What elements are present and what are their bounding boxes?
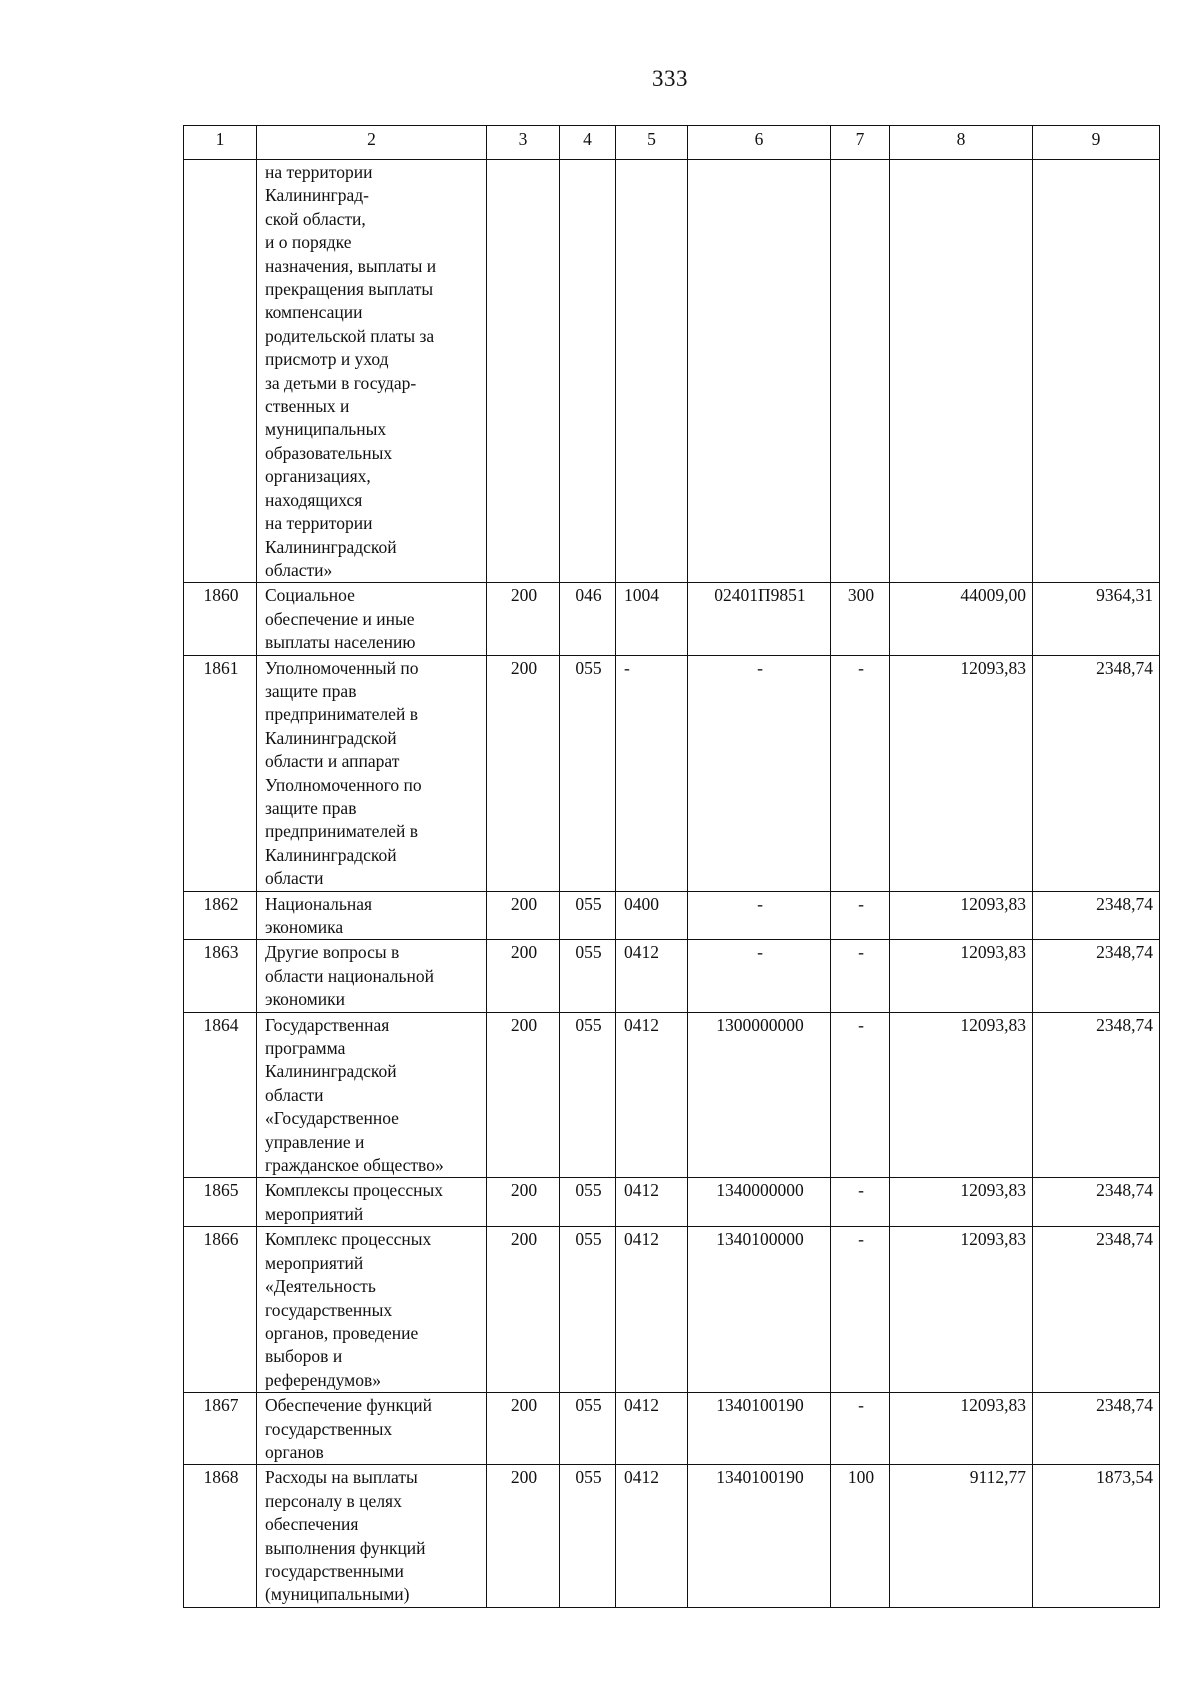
col8-cell: 12093,83 xyxy=(890,655,1033,891)
name-line: компенсации xyxy=(265,302,363,323)
name-line: на территории xyxy=(265,162,373,182)
col3-cell: 200 xyxy=(487,891,560,940)
col5-cell: 0412 xyxy=(616,1227,688,1393)
row-number-cell: 1867 xyxy=(184,1393,257,1465)
name-line: органов xyxy=(265,1441,324,1462)
col9-cell: 2348,74 xyxy=(1033,891,1160,940)
name-line: предпринимателей в xyxy=(265,704,418,725)
name-line: органов, проведение xyxy=(265,1322,419,1343)
name-line: организациях, xyxy=(265,466,371,487)
name-line: Комплексы процессных xyxy=(265,1180,443,1201)
col4-cell: 055 xyxy=(560,1393,616,1465)
name-line: Расходы на выплаты xyxy=(265,1467,418,1488)
name-line: персоналу в целях xyxy=(265,1490,402,1511)
col6-cell: - xyxy=(688,655,831,891)
name-line: и о порядке xyxy=(265,232,352,253)
col7-cell: - xyxy=(831,655,890,891)
name-line: обеспечение и иные xyxy=(265,608,415,629)
col9-cell: 1873,54 xyxy=(1033,1465,1160,1607)
col5-cell: 1004 xyxy=(616,583,688,655)
name-line: мероприятий xyxy=(265,1203,364,1224)
name-line: (муниципальными) xyxy=(265,1584,410,1605)
col4-cell: 055 xyxy=(560,1178,616,1227)
col-header-2: 2 xyxy=(257,126,487,160)
col8-cell: 12093,83 xyxy=(890,1012,1033,1178)
col-header-5: 5 xyxy=(616,126,688,160)
name-line: на территории xyxy=(265,513,373,534)
col-header-3: 3 xyxy=(487,126,560,160)
name-line: Государственная xyxy=(265,1014,390,1035)
row-name-cell xyxy=(257,655,487,891)
col5-cell: 0412 xyxy=(616,1012,688,1178)
col-header-4: 4 xyxy=(560,126,616,160)
col6-cell: - xyxy=(688,940,831,1012)
col7-cell: - xyxy=(831,1227,890,1393)
col9-cell xyxy=(1033,160,1160,583)
col6-cell: - xyxy=(688,891,831,940)
col-header-9: 9 xyxy=(1033,126,1160,160)
row-number-cell: 1865 xyxy=(184,1178,257,1227)
name-line: Социальное xyxy=(265,585,355,606)
col8-cell: 12093,83 xyxy=(890,1227,1033,1393)
name-line: выборов и xyxy=(265,1346,343,1367)
name-line: программа xyxy=(265,1038,346,1059)
col5-cell: 0412 xyxy=(616,1465,688,1607)
col6-cell xyxy=(688,160,831,583)
col4-cell: 055 xyxy=(560,891,616,940)
col8-cell: 12093,83 xyxy=(890,940,1033,1012)
name-line: мероприятий xyxy=(265,1252,364,1273)
col8-cell: 12093,83 xyxy=(890,891,1033,940)
name-line: «Государственное xyxy=(265,1108,399,1129)
name-line: Другие вопросы в xyxy=(265,942,400,963)
name-line: муниципальных xyxy=(265,419,387,440)
name-line: выплаты населению xyxy=(265,632,416,653)
name-line: находящихся xyxy=(265,489,363,510)
col7-cell: 100 xyxy=(831,1465,890,1607)
col-header-7: 7 xyxy=(831,126,890,160)
row-number-cell xyxy=(184,160,257,583)
col7-cell: 300 xyxy=(831,583,890,655)
row-name-cell xyxy=(257,1465,487,1607)
col6-cell: 1340000000 xyxy=(688,1178,831,1227)
col9-cell: 2348,74 xyxy=(1033,655,1160,891)
name-line: области и аппарат xyxy=(265,751,400,772)
page-number: 333 xyxy=(652,66,688,91)
table-row xyxy=(184,1393,1160,1465)
name-line: референдумов» xyxy=(265,1369,381,1390)
col6-cell: 1340100190 xyxy=(688,1393,831,1465)
name-line: прекращения выплаты xyxy=(265,279,434,300)
row-number-cell: 1866 xyxy=(184,1227,257,1393)
row-number-cell: 1864 xyxy=(184,1012,257,1178)
name-line: Комплекс процессных xyxy=(265,1229,432,1250)
col6-cell: 1300000000 xyxy=(688,1012,831,1178)
col4-cell: 055 xyxy=(560,1012,616,1178)
row-number-cell: 1863 xyxy=(184,940,257,1012)
col8-cell: 44009,00 xyxy=(890,583,1033,655)
name-line: гражданское общество» xyxy=(265,1155,444,1176)
name-line: управление и xyxy=(265,1131,365,1152)
row-number-cell: 1862 xyxy=(184,891,257,940)
col3-cell: 200 xyxy=(487,1012,560,1178)
col5-cell: 0412 xyxy=(616,1393,688,1465)
name-line: области xyxy=(265,868,324,889)
col9-cell: 2348,74 xyxy=(1033,940,1160,1012)
row-name-cell xyxy=(257,160,487,583)
name-line: экономики xyxy=(265,989,345,1010)
col3-cell: 200 xyxy=(487,1393,560,1465)
row-name-cell xyxy=(257,891,487,940)
col3-cell: 200 xyxy=(487,655,560,891)
col6-cell: 02401П9851 xyxy=(688,583,831,655)
col8-cell xyxy=(890,160,1033,583)
col7-cell: - xyxy=(831,1178,890,1227)
col7-cell: - xyxy=(831,1393,890,1465)
col-header-8: 8 xyxy=(890,126,1033,160)
header-row xyxy=(184,126,1160,160)
col6-cell: 1340100000 xyxy=(688,1227,831,1393)
col-header-6: 6 xyxy=(688,126,831,160)
row-name-cell xyxy=(257,583,487,655)
col4-cell xyxy=(560,160,616,583)
table-row xyxy=(184,1227,1160,1393)
table-row xyxy=(184,1465,1160,1607)
col8-cell: 9112,77 xyxy=(890,1465,1033,1607)
col5-cell: 0412 xyxy=(616,1178,688,1227)
name-line: присмотр и уход xyxy=(265,349,389,370)
col3-cell: 200 xyxy=(487,1465,560,1607)
name-line: Уполномоченный по xyxy=(265,657,419,678)
col9-cell: 2348,74 xyxy=(1033,1227,1160,1393)
name-line: Национальная xyxy=(265,893,373,914)
col4-cell: 055 xyxy=(560,940,616,1012)
row-name-cell xyxy=(257,1178,487,1227)
col4-cell: 055 xyxy=(560,655,616,891)
table-row xyxy=(184,1012,1160,1178)
col9-cell: 9364,31 xyxy=(1033,583,1160,655)
name-line: Калининградской xyxy=(265,844,397,865)
table-body xyxy=(184,160,1160,1608)
name-line: защите прав xyxy=(265,680,357,701)
col7-cell: - xyxy=(831,940,890,1012)
name-line: государственных xyxy=(265,1299,393,1320)
col7-cell: - xyxy=(831,891,890,940)
name-line: образовательных xyxy=(265,442,393,463)
col5-cell: - xyxy=(616,655,688,891)
name-line: области национальной xyxy=(265,965,434,986)
name-line: выполнения функций xyxy=(265,1537,426,1558)
name-line: назначения, выплаты и xyxy=(265,255,437,276)
name-line: Калининградской xyxy=(265,1061,397,1082)
col3-cell: 200 xyxy=(487,1227,560,1393)
name-line: экономика xyxy=(265,917,344,937)
col4-cell: 055 xyxy=(560,1465,616,1607)
col5-cell: 0400 xyxy=(616,891,688,940)
name-line: родительской платы за xyxy=(265,325,435,346)
col3-cell: 200 xyxy=(487,1178,560,1227)
name-line: Уполномоченного по xyxy=(265,774,422,795)
name-line: государственных xyxy=(265,1418,393,1439)
col8-cell: 12093,83 xyxy=(890,1393,1033,1465)
table-row xyxy=(184,1178,1160,1227)
table-row xyxy=(184,940,1160,1012)
row-name-cell xyxy=(257,1393,487,1465)
name-line: за детьми в государ- xyxy=(265,372,417,393)
row-name-cell xyxy=(257,1227,487,1393)
col3-cell: 200 xyxy=(487,583,560,655)
col4-cell: 055 xyxy=(560,1227,616,1393)
name-line: Калининградской xyxy=(265,727,397,748)
table-row xyxy=(184,655,1160,891)
name-line: государственными xyxy=(265,1560,404,1581)
col3-cell: 200 xyxy=(487,940,560,1012)
col5-cell: 0412 xyxy=(616,940,688,1012)
name-line: области» xyxy=(265,559,333,580)
col9-cell: 2348,74 xyxy=(1033,1393,1160,1465)
budget-table xyxy=(183,125,1160,1608)
row-name-cell xyxy=(257,940,487,1012)
row-number-cell: 1860 xyxy=(184,583,257,655)
name-line: области xyxy=(265,1084,324,1105)
name-line: Калининград- xyxy=(265,185,369,206)
name-line: предпринимателей в xyxy=(265,821,418,842)
name-line: защите прав xyxy=(265,797,357,818)
name-line: обеспечения xyxy=(265,1514,359,1535)
col3-cell xyxy=(487,160,560,583)
col8-cell: 12093,83 xyxy=(890,1178,1033,1227)
table-row xyxy=(184,583,1160,655)
col4-cell: 046 xyxy=(560,583,616,655)
col5-cell xyxy=(616,160,688,583)
col9-cell: 2348,74 xyxy=(1033,1178,1160,1227)
row-number-cell: 1868 xyxy=(184,1465,257,1607)
table-row xyxy=(184,891,1160,940)
name-line: «Деятельность xyxy=(265,1276,376,1297)
col7-cell: - xyxy=(831,1012,890,1178)
table-row xyxy=(184,160,1160,583)
col9-cell: 2348,74 xyxy=(1033,1012,1160,1178)
col-header-1: 1 xyxy=(184,126,257,160)
col6-cell: 1340100190 xyxy=(688,1465,831,1607)
row-name-cell xyxy=(257,1012,487,1178)
name-line: Калининградской xyxy=(265,536,397,557)
name-line: ской области, xyxy=(265,208,366,229)
row-number-cell: 1861 xyxy=(184,655,257,891)
name-line: Обеспечение функций xyxy=(265,1395,433,1416)
col7-cell xyxy=(831,160,890,583)
name-line: ственных и xyxy=(265,396,350,417)
